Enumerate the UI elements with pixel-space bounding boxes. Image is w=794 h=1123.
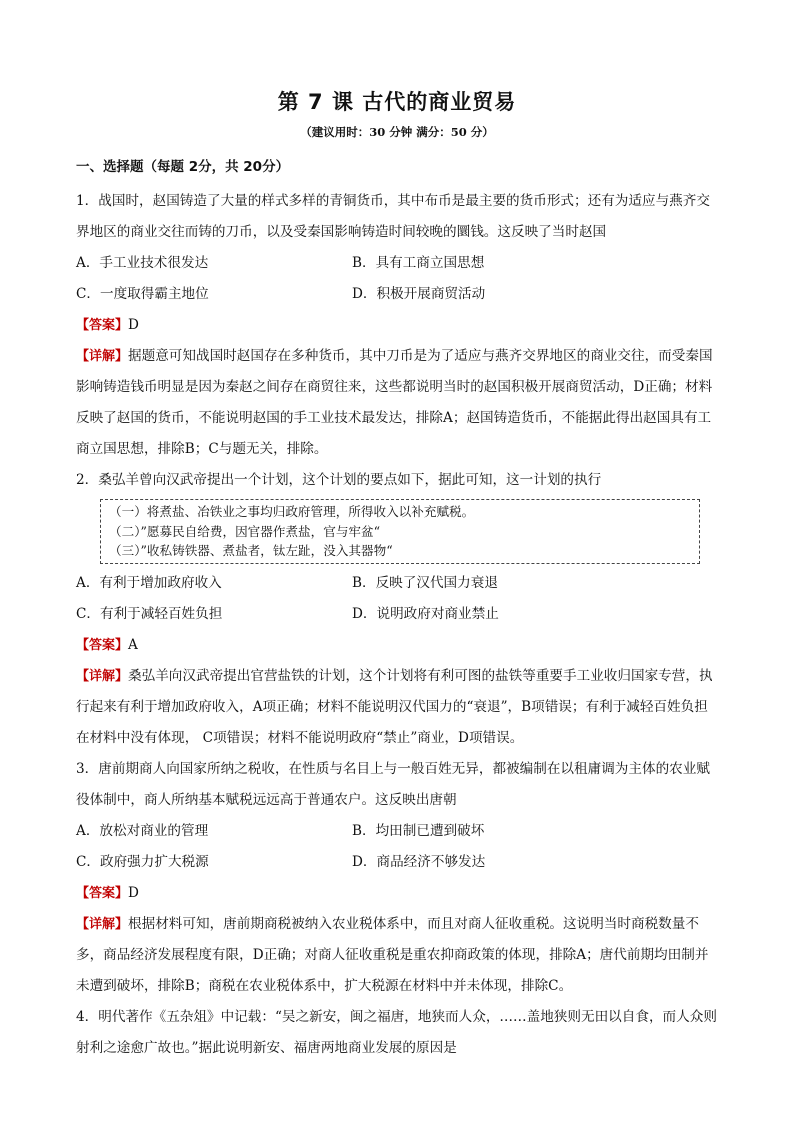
quote-line: （二）”愿募民自给费，因官器作煮盐，官与牢盆“ [109, 523, 381, 539]
option-a: A．放松对商业的管理 [76, 822, 209, 839]
option-b: B．具有工商立国思想 [352, 255, 485, 271]
question-2-options [76, 568, 720, 630]
option-d: D．商品经济不够发达 [352, 853, 486, 870]
detail-label: 【详解】 [76, 916, 129, 932]
question-3-options [76, 816, 720, 878]
answer-value: D [128, 317, 139, 333]
option-c: C．政府强力扩大税源 [76, 853, 209, 870]
question-2-stem: 2．桑弘羊曾向汉武帝提出一个计划，这个计划的要点如下，据此可知，这一计划的执行 [76, 472, 602, 488]
question-2-answer [76, 630, 720, 661]
detail-text: 桑弘羊向汉武帝提出官营盐铁的计划，这个计划将有利可图的盐铁等重要手工业收归国家专营，执行起来有利于增加政府收入，A项正确；材料不能说明汉代国力的“衰退”，B项错误；有利于减轻百姓负担在材料中没有体现， C项错误；材料不能说明政府“禁止”商业，D项错误。 [76, 667, 713, 746]
question-1-options [76, 248, 720, 310]
question-4-stem: 4．明代著作《五杂俎》中记载：“吴之新安，闽之福唐，地狭而人众，……盖地狭则无田以自食，而人众则射利之途愈广故也。”据此说明新安、福唐两地商业发展的原因是 [76, 1008, 717, 1056]
option-c: C．一度取得霸主地位 [76, 286, 209, 302]
detail-label: 【详解】 [76, 668, 129, 684]
question-1-stem: 1．战国时，赵国铸造了大量的样式多样的青铜货币，其中布币是最主要的货币形式；还有为适应与燕齐交界地区的商业交往而铸的刀币，以及受秦国影响铸造时间较晚的圜钱。这反映了当时赵国 [76, 193, 710, 240]
option-c: C．有利于减轻百姓负担 [76, 605, 223, 622]
quote-line: （三）”收私铸铁器、煮盐者，钛左趾，没入其器物“ [109, 543, 393, 558]
quote-line: （一）将煮盐、冶铁业之事均归政府管理，所得收入以补充赋税。 [109, 504, 475, 519]
section-heading: 一、选择题（每题 2分，共 20分） [76, 159, 290, 175]
option-a: A．有利于增加政府收入 [76, 574, 222, 591]
question-list [76, 186, 720, 1064]
question-2-detail [76, 661, 720, 754]
answer-value: D [128, 884, 139, 901]
answer-value: A [128, 636, 138, 653]
option-a: A．手工业技术很发达 [76, 255, 209, 271]
question-1-detail [76, 341, 720, 465]
question-2-quote-box [100, 499, 700, 564]
question-3-answer [76, 878, 720, 909]
question-1-answer [76, 310, 720, 341]
answer-label: 【答案】 [76, 885, 129, 901]
option-d: D．积极开展商贸活动 [352, 286, 486, 302]
option-b: B．均田制已遭到破坏 [352, 822, 485, 839]
answer-label: 【答案】 [76, 318, 129, 333]
question-3-stem: 3．唐前期商人向国家所纳之税收，在性质与名目上与一般百姓无异，都被编制在以租庸调为主体的农业赋役体制中，商人所纳基本赋税远远高于普通农户。这反映出唐朝 [76, 760, 710, 808]
page-title: 第 7 课 古代的商业贸易 [277, 90, 517, 114]
question-3-detail [76, 909, 720, 1002]
detail-text: 据题意可知战国时赵国存在多种货币，其中刀币是为了适应与燕齐交界地区的商业交往，而受秦国影响铸造钱币明显是因为秦赵之间存在商贸往来，这些都说明当时的赵国积极开展商贸活动，D正确；材料反映了赵国的货币，不能说明赵国的手工业技术最发达，排除A；赵国铸造货币，不能据此得出赵国具有工商立国思想，排除B；C与题无关，排除。 [76, 348, 713, 457]
option-b: B．反映了汉代国力衰退 [352, 574, 498, 591]
option-d: D．说明政府对商业禁止 [352, 605, 499, 622]
detail-label: 【详解】 [76, 349, 129, 364]
answer-label: 【答案】 [76, 637, 129, 653]
detail-text: 根据材料可知，唐前期商税被纳入农业税体系中，而且对商人征收重税。这说明当时商税数量不多，商品经济发展程度有限，D正确；对商人征收重税是重农抑商政策的体现，排除A；唐代前期均田制并未遭到破坏，排除B；商税在农业税体系中，扩大税源在材料中并未体现，排除C。 [76, 915, 709, 994]
page-subtitle: （建议用时：30 分钟 满分：50 分） [300, 125, 494, 139]
